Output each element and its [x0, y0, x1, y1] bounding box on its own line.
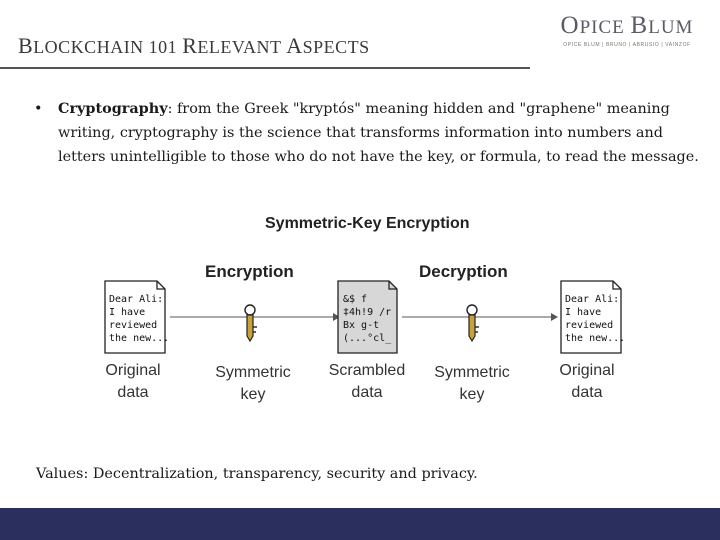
decryption-label: Decryption — [419, 262, 508, 281]
diagram-title: Symmetric-Key Encryption — [265, 215, 470, 232]
scrambled-data-caption: Scrambled data — [328, 362, 406, 401]
key-icon — [245, 305, 257, 341]
logo-wordmark: OPICE BLUM — [560, 12, 694, 39]
bullet-text — [58, 97, 699, 169]
values-line — [36, 466, 478, 482]
bullet-term: Cryptography — [58, 100, 168, 117]
symmetric-key-caption: Symmetric key — [434, 364, 510, 403]
symmetric-key-caption: Symmetric key — [215, 364, 291, 403]
key-icon — [467, 305, 479, 341]
bullet-definition: : from the Greek "kryptós" meaning hidden and "graphene" meaning writing, cryptography is the science that transforms information into numbers and letters unintelligible to those who do not have the key, or formula, to read the message. — [58, 101, 699, 165]
cryptography-bullet — [34, 97, 699, 169]
original-document-text: Dear Ali: I have reviewed the new... — [109, 294, 170, 344]
decrypted-document-text: Dear Ali: I have reviewed the new... — [565, 294, 626, 344]
values-term: Values — [36, 466, 84, 482]
bullet-marker: • — [34, 101, 43, 117]
page-title: BLOCKCHAIN 101 RELEVANT ASPECTS — [18, 33, 370, 58]
logo-subtitle: OPICE BLUM | BRUNO | ABRUSIO | VAINZOF — [563, 42, 691, 48]
header-divider — [0, 67, 530, 69]
footer-bar — [0, 508, 720, 540]
symmetric-key-diagram — [95, 205, 635, 415]
arrow-icon — [402, 313, 558, 321]
encryption-label: Encryption — [205, 262, 294, 281]
original-data-caption: Original data — [559, 362, 615, 401]
values-text: : Decentralization, transparency, security and privacy. — [83, 466, 478, 482]
company-logo — [552, 12, 702, 48]
arrow-icon — [170, 313, 340, 321]
scrambled-document-text: &$ f ‡4h!9 /r Bx g-t (...°cl_ — [343, 294, 392, 344]
original-data-caption: Original data — [105, 362, 161, 401]
